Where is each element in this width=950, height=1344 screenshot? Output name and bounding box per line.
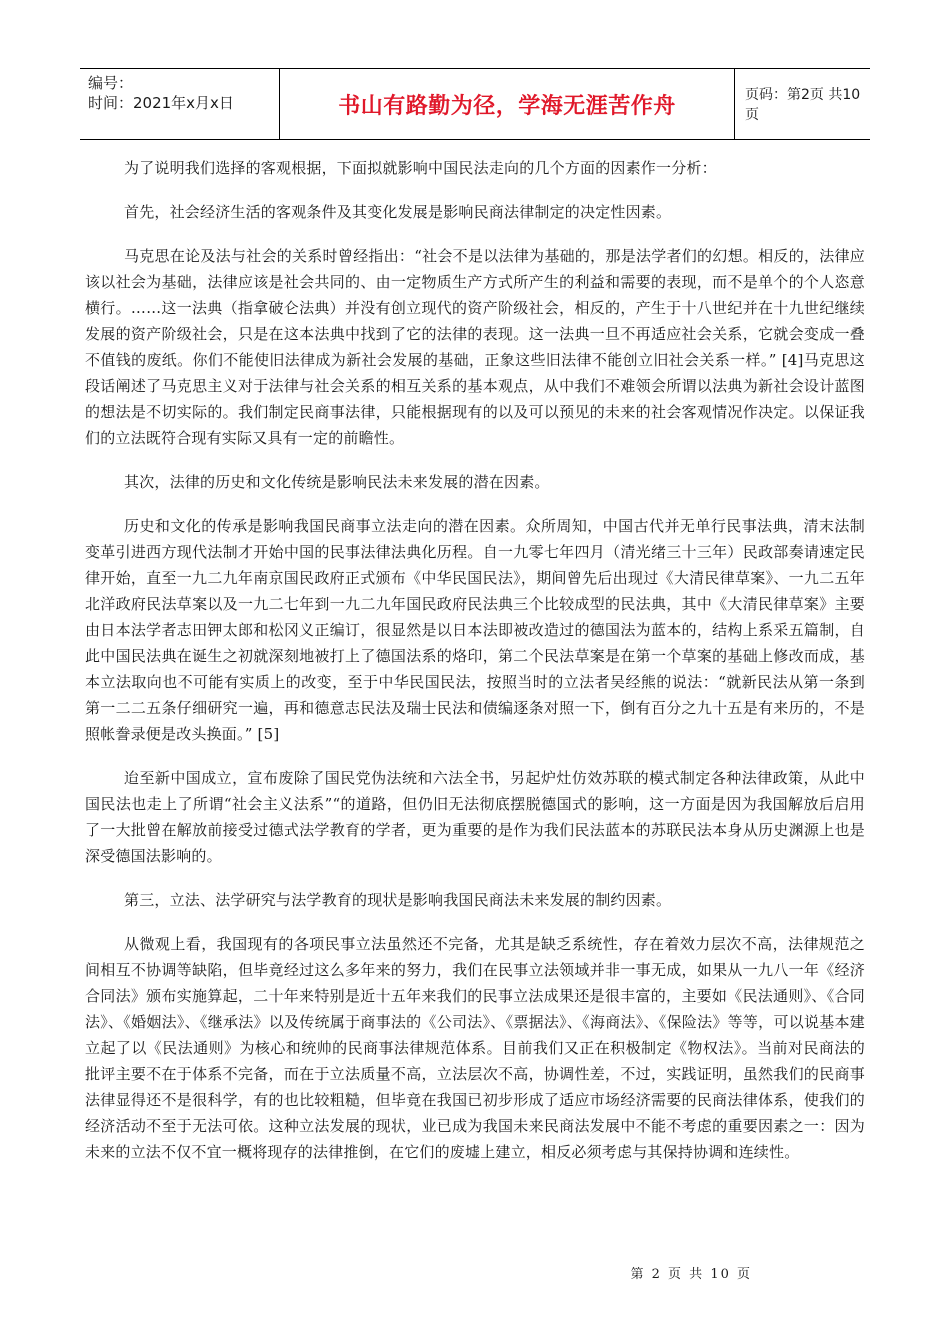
- time-label: 时间：2021年x月x日: [88, 94, 234, 112]
- paragraph: 第三，立法、法学研究与法学教育的现状是影响我国民商法未来发展的制约因素。: [124, 891, 672, 909]
- paragraph: 历史和文化的传承是影响我国民商事立法走向的潜在因素。众所周知，中国古代并无单行民事法典，清末法制变革引进西方现代法制才开始中国的民事法律法典化历程。自一九零七年四月（清光绪三十三年）民政部奏请速定民律开始，直至一九二九年南京国民政府正式颁布《中华民国民法》，期间曾先后出现过《大清民律草案》、一九二五年北洋政府民法草案以及一九二七年到一九二九年国民政府民法典三个比较成型的民法典，其中《大清民律草案》主要由日本法学者志田钾太郎和松冈义正编订，很显然是以日本法即被改造过的德国法为蓝本的，结构上系采五篇制，自此中国民法典在诞生之初就深刻地被打上了德国法系的烙印，第二个民法草案是在第一个草案的基础上修改而成，基本立法取向也不可能有实质上的改变，至于中华民国民法，按照当时的立法者吴经熊的说法：“就新民法从第一条到第一二二五条仔细研究一遍，再和德意志民法及瑞士民法和债编逐条对照一下，倒有百分之九十五是有来历的，不是照帐誊录便是改头换面。” [5]: [85, 517, 865, 743]
- paragraph: 首先，社会经济生活的客观条件及其变化发展是影响民商法律制定的决定性因素。: [124, 203, 672, 221]
- header-table: [80, 68, 870, 140]
- paragraph: 迨至新中国成立，宣布废除了国民党伪法统和六法全书，另起炉灶仿效苏联的模式制定各种法律政策，从此中国民法也走上了所谓“社会主义法系”“的道路，但仍旧无法彻底摆脱德国式的影响，这一方面是因为我国解放后启用了一大批曾在解放前接受过德式法学教育的学者，更为重要的是作为我们民法蓝本的苏联民法本身从历史渊源上也是深受德国法影响的。: [85, 769, 865, 865]
- header-meta: [80, 69, 280, 139]
- page-footer: 第 2 页 共 10 页: [630, 1267, 752, 1282]
- motto: 书山有路勤为径，学海无涯苦作舟: [280, 69, 735, 139]
- paragraph: 其次，法律的历史和文化传统是影响民法未来发展的潜在因素。: [124, 473, 550, 491]
- paragraph: 马克思在论及法与社会的关系时曾经指出：“社会不是以法律为基础的，那是法学者们的幻想。相反的，法律应该以社会为基础，法律应该是社会共同的、由一定物质生产方式所产生的利益和需要的表现，而不是单个的个人恣意横行。……这一法典（指拿破仑法典）并没有创立现代的资产阶级社会，相反的，产生于十八世纪并在十九世纪继续发展的资产阶级社会，只是在这本法典中找到了它的法律的表现。这一法典一旦不再适应社会关系，它就会变成一叠不值钱的废纸。你们不能使旧法律成为新社会发展的基础，正象这些旧法律不能创立旧社会关系一样。” [4]马克思这段话阐述了马克思主义对于法律与社会关系的相互关系的基本观点，从中我们不难领会所谓以法典为新社会设计蓝图的想法是不切实际的。我们制定民商事法律，只能根据现有的以及可以预见的未来的社会客观情况作决定。以保证我们的立法既符合现有实际又具有一定的前瞻性。: [85, 247, 865, 447]
- number-label: 编号：: [88, 74, 134, 92]
- document-body: [85, 155, 865, 1183]
- paragraph: 为了说明我们选择的客观根据，下面拟就影响中国民法走向的几个方面的因素作一分析：: [124, 159, 717, 177]
- page-indicator: 页码：第2页 共10页: [745, 87, 861, 123]
- paragraph: 从微观上看，我国现有的各项民事立法虽然还不完备，尤其是缺乏系统性，存在着效力层次不高，法律规范之间相互不协调等缺陷，但毕竟经过这么多年来的努力，我们在民事立法领域并非一事无成，如果从一九八一年《经济合同法》颁布实施算起，二十年来特别是近十五年来我们的民事立法成果还是很丰富的，主要如《民法通则》、《合同法》、《婚姻法》、《继承法》以及传统属于商事法的《公司法》、《票据法》、《海商法》、《保险法》等等，可以说基本建立起了以《民法通则》为核心和统帅的民商事法律规范体系。目前我们又正在积极制定《物权法》。当前对民商法的批评主要不在于体系不完备，而在于立法质量不高，立法层次不高，协调性差，不过，实践证明，虽然我们的民商事法律显得还不是很科学，有的也比较粗糙，但毕竟在我国已初步形成了适应市场经济需要的民商法律体系，使我们的经济活动不至于无法可依。这种立法发展的现状，业已成为我国未来民商法发展中不能不考虑的重要因素之一：因为未来的立法不仅不宜一概将现存的法律推倒，在它们的废墟上建立，相反必须考虑与其保持协调和连续性。: [85, 935, 865, 1161]
